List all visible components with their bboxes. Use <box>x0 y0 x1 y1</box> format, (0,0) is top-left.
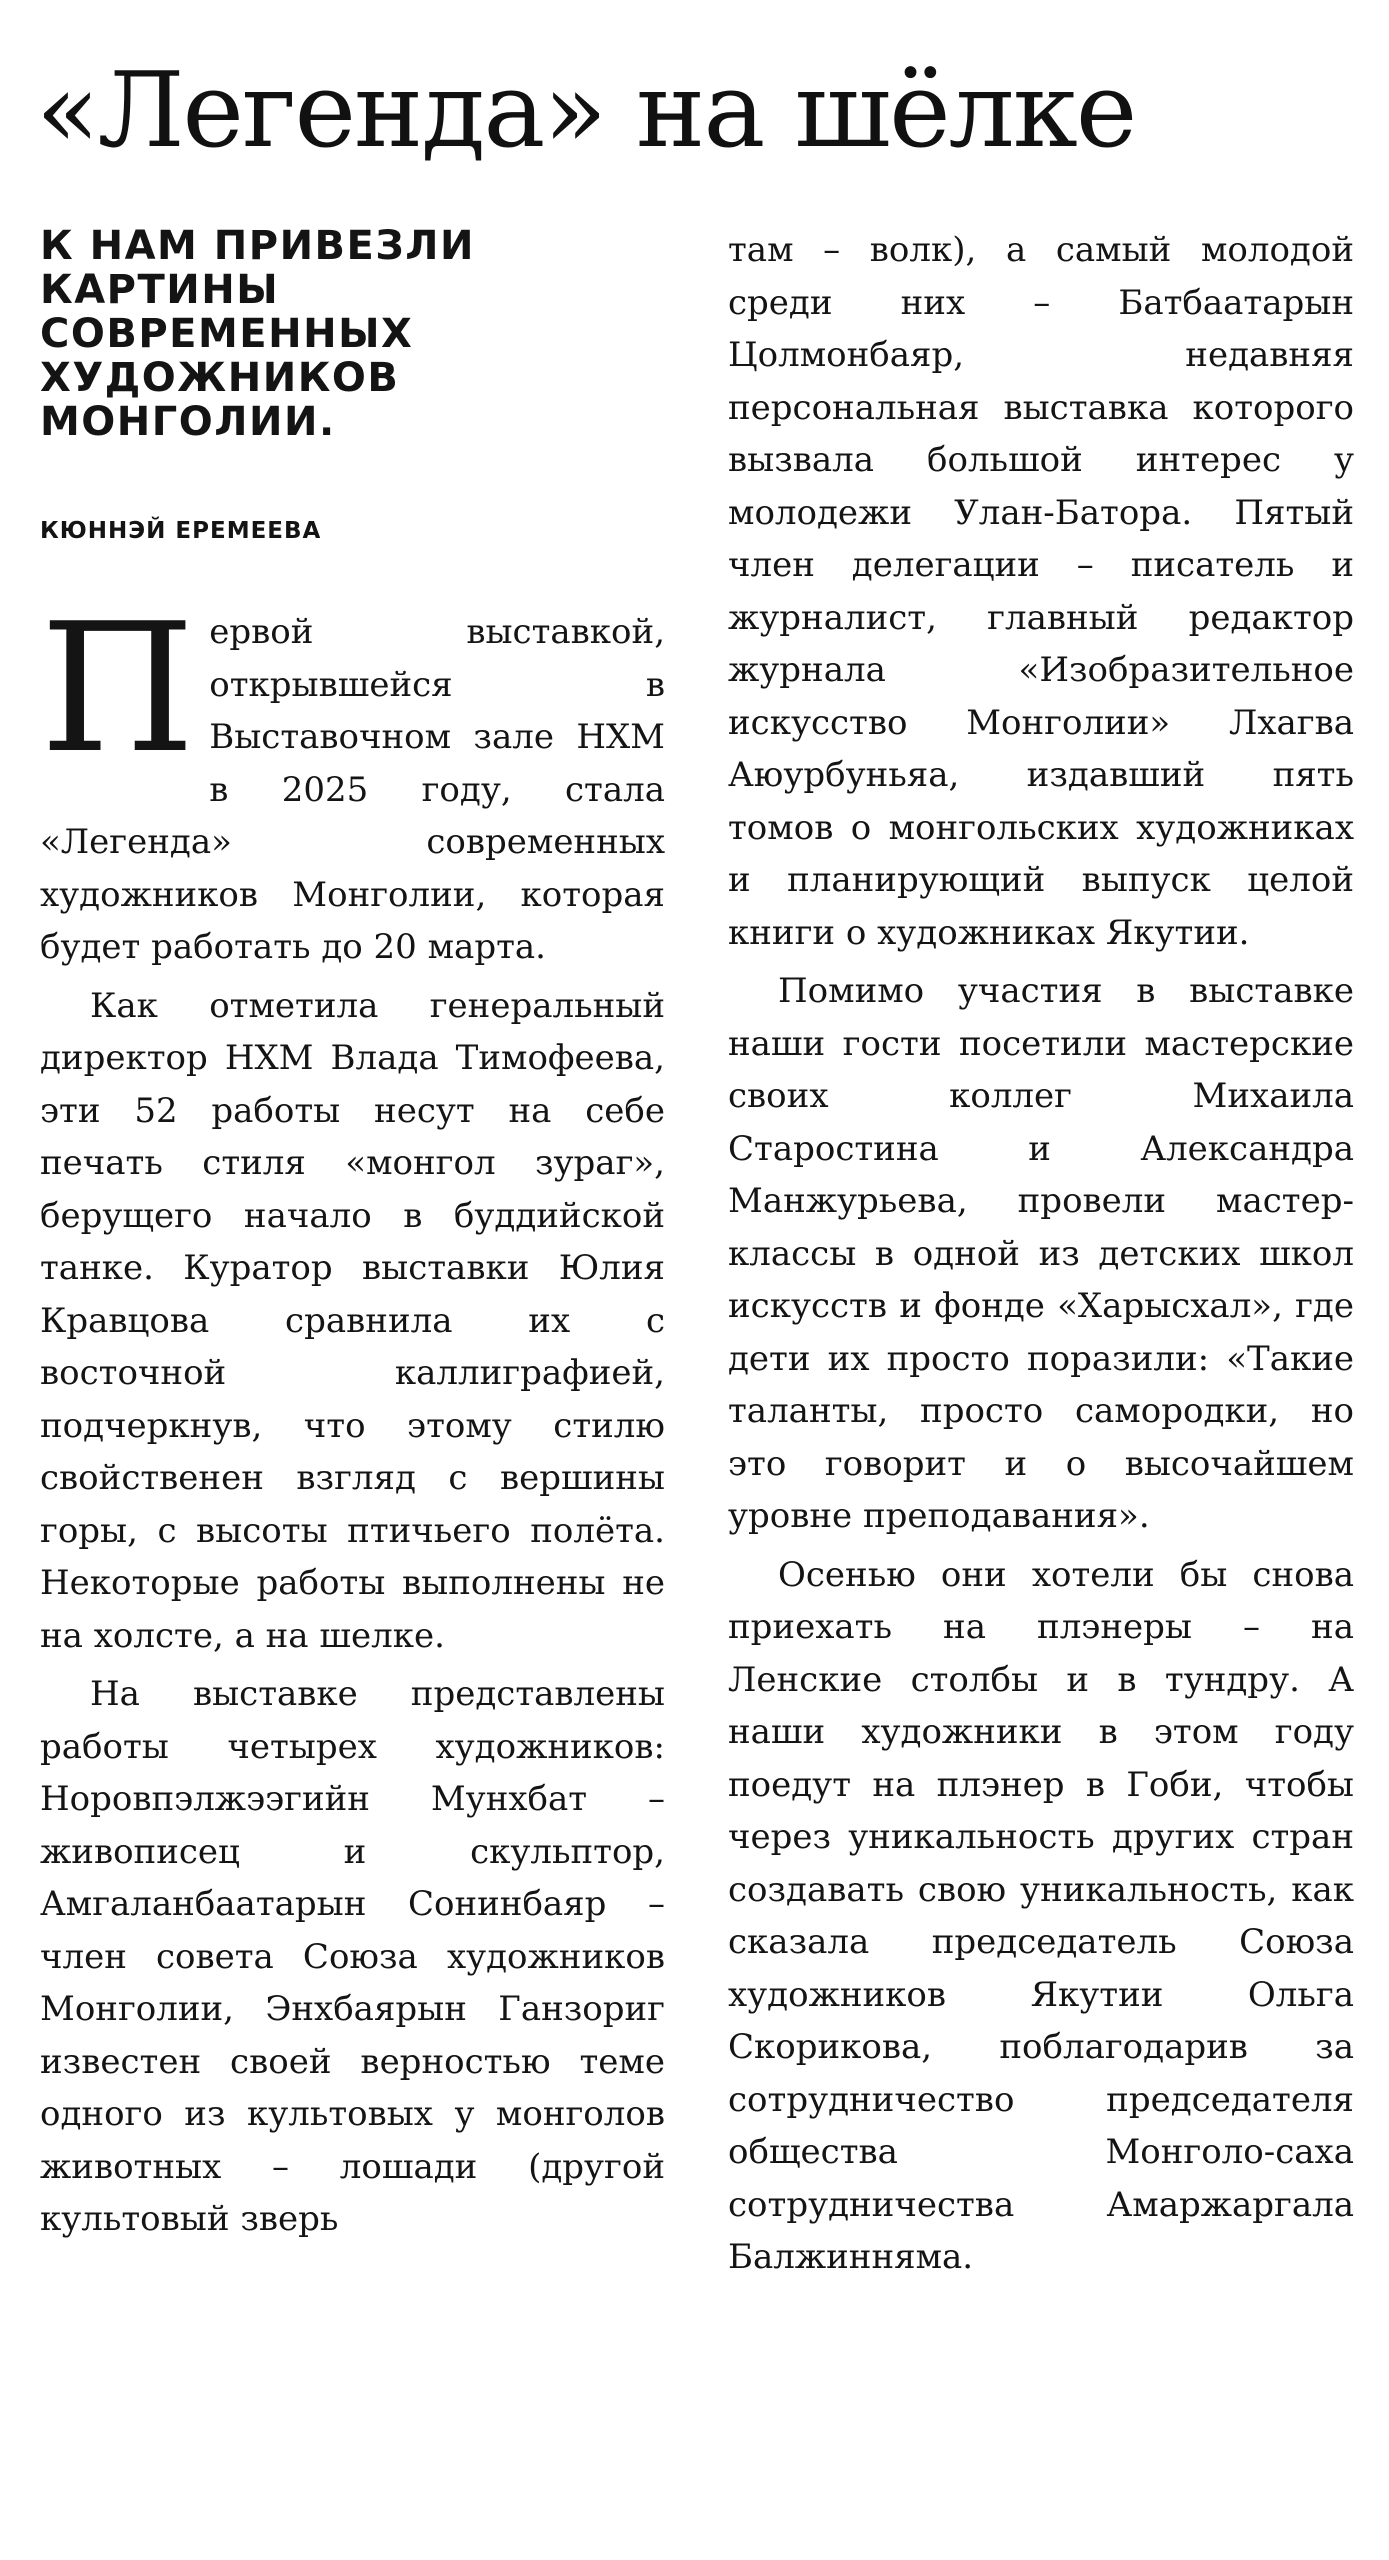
paragraph-2: Как отметила генеральный директор НХМ Влада Тимофеева, эти 52 работы несут на себе печать стиля «монгол зураг», берущего начало в буддийской танке. Куратор выставки Юлия Кравцова сравнила их с восточной каллиграфией, подчеркнув, что этому стилю свойственен взгляд с вершины горы, с высоты птичьего полёта. Некоторые работы выполнены не на холсте, а на шелке. <box>40 985 665 1656</box>
paragraph-5: Осенью они хотели бы снова приехать на плэнеры – на Ленские столбы и в тундру. А наши художники в этом году поедут на плэнер в Гоби, чтобы через уникальность других стран создавать свою уникальность, как сказала председатель Союза художников Якутии Ольга Скорикова, поблагодарив за сотрудничество председателя общества Монголо-саха сотрудничества Амаржаргала Балжинняма. <box>728 1554 1354 2277</box>
paragraph-3: На выставке представлены работы четырех художников: Норовпэлжээгийн Мунхбат – живописец и скульптор, Амгаланбаатарын Сонинбаяр – член совета Союза художников Монголии, Энхбаярын Ганзориг известен своей верностью теме одного из культовых у монголов животных – лошади (другой культовый зверь <box>40 1674 665 2239</box>
paragraph-4: Помимо участия в выставке наши гости посетили мастерские своих коллег Михаила Старостина и Александра Манжурьева, провели мастер-классы в одной из детских школ искусств и фонде «Харысхал», где дети их просто поразили: «Такие таланты, просто самородки, но это говорит и о высочайшем уровне преподавания». <box>728 971 1354 1536</box>
drop-cap: П <box>40 585 196 792</box>
right-column <box>728 224 1354 2284</box>
article-byline: КЮННЭЙ ЕРЕМЕЕВА <box>40 518 322 544</box>
paragraph-3-continued: там – волк), а самый молодой среди них – Батбаатарын Цолмонбаяр, недавняя персональная выставка которого вызвала большой интерес у молодежи Улан-Батора. Пятый член делегации – писатель и журналист, главный редактор журнала «Изобразительное искусство Монголии» Лхагва Аюурбуньяа, издавший пять томов о монгольских художниках и планирующий выпуск целой книги о художниках Якутии. <box>728 230 1354 953</box>
paragraph-1-text: ервой выставкой, открывшейся в Выставочном зале НХМ в 2025 году, стала «Легенда» современных художников Монголии, которая будет работать до 20 марта. <box>40 612 665 967</box>
article-headline: «Легенда» на шёлке <box>36 49 1136 171</box>
paragraph-1 <box>40 585 665 974</box>
article-lead: К НАМ ПРИВЕЗЛИ КАРТИНЫ СОВРЕМЕННЫХ ХУДОЖНИКОВ МОНГОЛИИ. <box>40 223 475 445</box>
left-column <box>40 224 665 2246</box>
